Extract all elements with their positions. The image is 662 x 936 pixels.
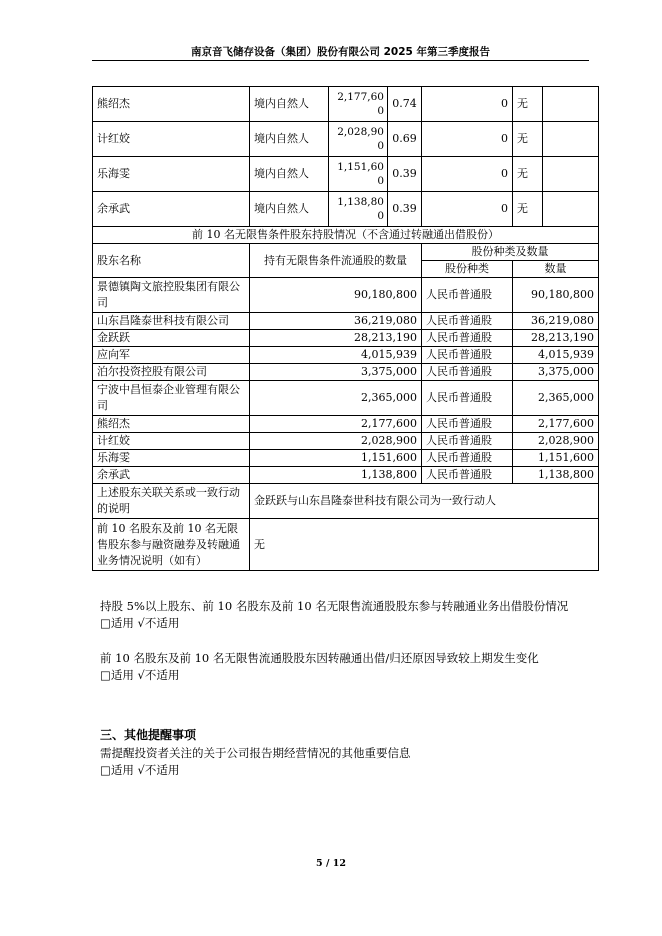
holder-amount: 90,180,800 (513, 278, 599, 313)
col-header-name: 股东名称 (93, 244, 250, 278)
table-row (93, 313, 599, 330)
holder-amount: 2,028,900 (513, 433, 599, 450)
table-row (93, 450, 599, 467)
shareholder-type: 境内自然人 (250, 157, 329, 192)
pledge-quantity (543, 192, 599, 227)
change-disclosure: 前 10 名股东及前 10 名无限售流通股股东因转融通出借/归还原因导致较上期发生变化 (100, 651, 539, 665)
relation-value: 金跃跃与山东昌隆泰世科技有限公司为一致行动人 (250, 484, 599, 519)
section-title-other-reminders: 三、其他提醒事项 (100, 728, 197, 742)
holder-name: 应向军 (93, 347, 250, 364)
shares-held: 1,151,600 (329, 157, 388, 192)
table-row (93, 330, 599, 347)
page-number: 5 / 12 (316, 858, 346, 869)
shareholder-row (93, 192, 599, 227)
table-row (93, 278, 599, 313)
shareholder-row (93, 122, 599, 157)
holder-amount: 1,138,800 (513, 467, 599, 484)
lending-disclosure-options: □适用 √不适用 (100, 616, 180, 630)
shareholder-name: 乐海雯 (93, 157, 250, 192)
holder-qty: 90,180,800 (250, 278, 422, 313)
holder-name: 泊尔投资控股有限公司 (93, 364, 250, 381)
holder-qty: 28,213,190 (250, 330, 422, 347)
holder-qty: 36,219,080 (250, 313, 422, 330)
relation-label: 上述股东关联关系或一致行动的说明 (93, 484, 250, 519)
table-row (93, 364, 599, 381)
holder-amount: 4,015,939 (513, 347, 599, 364)
holder-name: 计红姣 (93, 433, 250, 450)
pledge-status: 无 (513, 157, 543, 192)
holder-kind: 人民币普通股 (422, 416, 513, 433)
unrestricted-table-title: 前 10 名无限售条件股东持股情况（不含通过转融通出借股份） (93, 227, 599, 244)
share-percent: 0.39 (388, 192, 422, 227)
shares-held: 1,138,800 (329, 192, 388, 227)
holder-name: 金跃跃 (93, 330, 250, 347)
holder-kind: 人民币普通股 (422, 433, 513, 450)
col-header-qty: 持有无限售条件流通股的数量 (250, 244, 422, 278)
share-percent: 0.69 (388, 122, 422, 157)
shareholder-name: 计红姣 (93, 122, 250, 157)
holder-kind: 人民币普通股 (422, 364, 513, 381)
restricted-shares: 0 (422, 87, 513, 122)
table-row (93, 347, 599, 364)
holder-amount: 36,219,080 (513, 313, 599, 330)
header-rule (92, 60, 589, 61)
holder-kind: 人民币普通股 (422, 313, 513, 330)
holder-qty: 1,151,600 (250, 450, 422, 467)
report-header: 南京音飞储存设备（集团）股份有限公司 2025 年第三季度报告 (190, 46, 491, 58)
holder-amount: 3,375,000 (513, 364, 599, 381)
col-header-amount: 数量 (513, 261, 599, 278)
pledge-quantity (543, 157, 599, 192)
holder-qty: 3,375,000 (250, 364, 422, 381)
holder-name: 余承武 (93, 467, 250, 484)
restricted-shares: 0 (422, 157, 513, 192)
pledge-quantity (543, 87, 599, 122)
holder-kind: 人民币普通股 (422, 467, 513, 484)
holder-kind: 人民币普通股 (422, 347, 513, 364)
holder-qty: 2,365,000 (250, 381, 422, 416)
shares-held: 2,028,900 (329, 122, 388, 157)
holder-amount: 2,365,000 (513, 381, 599, 416)
shareholder-row (93, 87, 599, 122)
holder-qty: 2,028,900 (250, 433, 422, 450)
shareholder-row (93, 157, 599, 192)
holder-kind: 人民币普通股 (422, 330, 513, 347)
col-header-kind-group: 股份种类及数量 (422, 244, 599, 261)
holder-name: 乐海雯 (93, 450, 250, 467)
shareholder-name: 余承武 (93, 192, 250, 227)
holder-amount: 28,213,190 (513, 330, 599, 347)
holder-name: 宁波中昌恒泰企业管理有限公司 (93, 381, 250, 416)
holder-name: 景德镇陶文旅控股集团有限公司 (93, 278, 250, 313)
shareholder-name: 熊绍杰 (93, 87, 250, 122)
reminder-options: □适用 √不适用 (100, 763, 180, 777)
unrestricted-shareholders-table (92, 226, 599, 571)
holder-qty: 2,177,600 (250, 416, 422, 433)
holder-amount: 2,177,600 (513, 416, 599, 433)
pledge-quantity (543, 122, 599, 157)
holder-name: 熊绍杰 (93, 416, 250, 433)
pledge-status: 无 (513, 122, 543, 157)
pledge-status: 无 (513, 192, 543, 227)
table-row (93, 381, 599, 416)
table-row (93, 433, 599, 450)
col-header-kind: 股份种类 (422, 261, 513, 278)
table-row (93, 416, 599, 433)
shares-held: 2,177,600 (329, 87, 388, 122)
holder-kind: 人民币普通股 (422, 278, 513, 313)
lending-disclosure: 持股 5%以上股东、前 10 名股东及前 10 名无限售流通股股东参与转融通业务出借股份情况 (100, 599, 569, 613)
shareholder-type: 境内自然人 (250, 87, 329, 122)
restricted-shares: 0 (422, 122, 513, 157)
restricted-shares: 0 (422, 192, 513, 227)
pledge-status: 无 (513, 87, 543, 122)
table-row (93, 467, 599, 484)
holder-kind: 人民币普通股 (422, 450, 513, 467)
margin-value: 无 (250, 519, 599, 571)
shareholder-type: 境内自然人 (250, 122, 329, 157)
holder-qty: 1,138,800 (250, 467, 422, 484)
reminder-text: 需提醒投资者关注的关于公司报告期经营情况的其他重要信息 (100, 746, 411, 760)
holder-qty: 4,015,939 (250, 347, 422, 364)
share-percent: 0.39 (388, 157, 422, 192)
share-percent: 0.74 (388, 87, 422, 122)
margin-label: 前 10 名股东及前 10 名无限售股东参与融资融券及转融通业务情况说明（如有） (93, 519, 250, 571)
holder-kind: 人民币普通股 (422, 381, 513, 416)
holder-amount: 1,151,600 (513, 450, 599, 467)
top10-shareholders-table (92, 86, 599, 227)
change-disclosure-options: □适用 √不适用 (100, 668, 180, 682)
shareholder-type: 境内自然人 (250, 192, 329, 227)
holder-name: 山东昌隆泰世科技有限公司 (93, 313, 250, 330)
